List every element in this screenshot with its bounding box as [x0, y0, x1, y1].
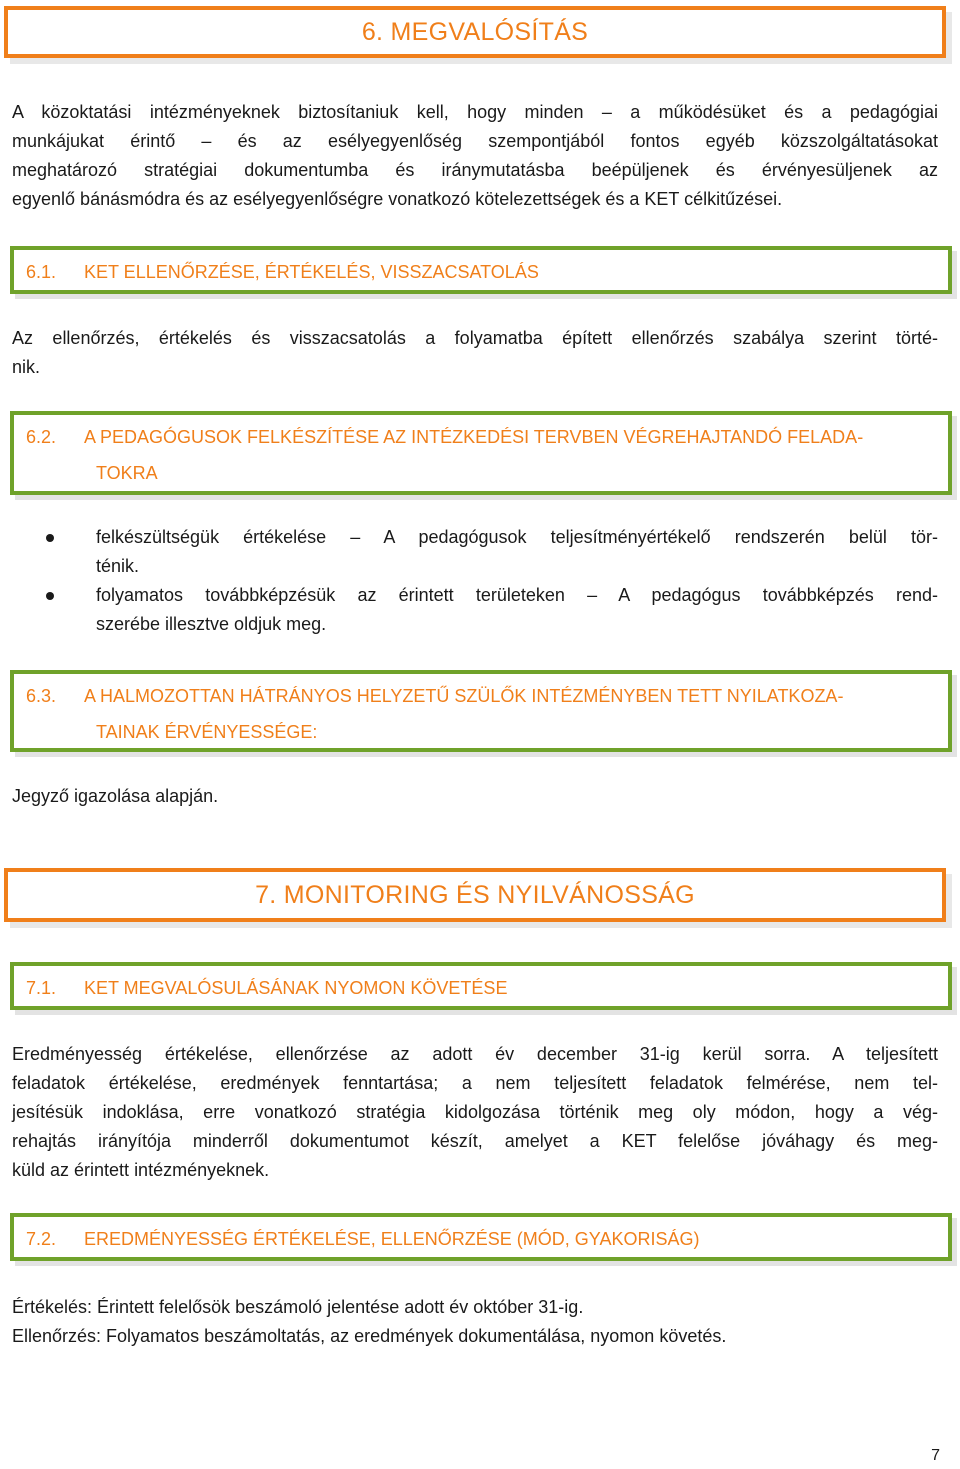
text-line: Az ellenőrzés, értékelés és visszacsatolás a folyamatba épített ellenőrzés szabálya szerint törté-	[12, 328, 938, 348]
chapter-title: 6. MEGVALÓSÍTÁS	[361, 17, 589, 46]
bullet-icon	[46, 592, 54, 600]
page-number: 7	[931, 1447, 940, 1464]
text-line: Eredményesség értékelése, ellenőrzése az adott év december 31-ig kerül sorra. A teljesített	[12, 1044, 938, 1064]
section-number: 7.1.	[26, 978, 57, 998]
bullet-icon	[46, 534, 54, 542]
text-line: felkészültségük értékelése – A pedagógusok teljesítményértékelő rendszerén belül tör-	[96, 527, 938, 547]
text-line: folyamatos továbbképzésük az érintett területeken – A pedagógus továbbképzés rend-	[96, 585, 938, 605]
section-heading-7-2	[10, 1213, 952, 1261]
chapter-title: 7. MONITORING ÉS NYILVÁNOSSÁG	[255, 880, 695, 909]
section-number: 7.2.	[26, 1229, 57, 1249]
section-heading-6-3	[10, 670, 952, 752]
section-title: KET MEGVALÓSULÁSÁNAK NYOMON KÖVETÉSE	[84, 978, 508, 998]
text-line: nik.	[12, 357, 41, 377]
section-title: A PEDAGÓGUSOK FELKÉSZÍTÉSE AZ INTÉZKEDÉSI TERVBEN VÉGREHAJTANDÓ FELADA-	[84, 427, 864, 447]
section-heading-7-1	[10, 962, 952, 1010]
text-line: A közoktatási intézményeknek biztosítaniuk kell, hogy minden – a működésüket és a pedagógiai	[12, 102, 938, 122]
section-number: 6.1.	[26, 262, 57, 282]
list-item	[12, 523, 938, 581]
text-line: ténik.	[96, 556, 140, 576]
text-line: egyenlő bánásmódra és az esélyegyenlőségre vonatkozó kötelezettségek és a KET célkitűzései.	[12, 189, 783, 209]
text-line: jesítésük indoklása, erre vonatkozó stratégia kidolgozása történik meg oly módon, hogy a vég-	[12, 1102, 938, 1122]
section-title: EREDMÉNYESSÉG ÉRTÉKELÉSE, ELLENŐRZÉSE (MÓD, GYAKORISÁG)	[84, 1229, 700, 1249]
text-line: Ellenőrzés: Folyamatos beszámoltatás, az eredmények dokumentálása, nyomon követés.	[12, 1326, 727, 1346]
intro-paragraph	[12, 98, 938, 214]
section-title: KET ELLENŐRZÉSE, ÉRTÉKELÉS, VISSZACSATOLÁS	[84, 262, 539, 282]
text-line: Értékelés: Érintett felelősök beszámoló jelentése adott év október 31-ig.	[12, 1297, 584, 1317]
section-number: 6.2.	[26, 427, 57, 447]
text-line: rehajtás irányítója minderről dokumentumot készít, amelyet a KET felelőse jóváhagy és meg-	[12, 1131, 938, 1151]
text-line: feladatok értékelése, eredmények fenntartása; a nem teljesített feladatok felmérése, nem tel-	[12, 1073, 938, 1093]
section-title-continuation: TAINAK ÉRVÉNYESSÉGE:	[96, 722, 318, 742]
section-heading-6-1	[10, 246, 952, 294]
paragraph-6-3	[12, 782, 938, 811]
chapter-heading-7	[4, 868, 946, 922]
chapter-heading-6	[4, 6, 946, 58]
text-line: szerébe illesztve oldjuk meg.	[96, 614, 327, 634]
text-line: Jegyző igazolása alapján.	[12, 786, 219, 806]
section-title-continuation: TOKRA	[96, 463, 158, 483]
text-line: küld az érintett intézményeknek.	[12, 1160, 270, 1180]
section-number: 6.3.	[26, 686, 57, 706]
bullet-list	[12, 523, 938, 639]
list-item	[12, 581, 938, 639]
paragraph-6-1	[12, 324, 938, 382]
section-title: A HALMOZOTTAN HÁTRÁNYOS HELYZETŰ SZÜLŐK INTÉZMÉNYBEN TETT NYILATKOZA-	[84, 686, 844, 706]
section-heading-6-2	[10, 411, 952, 495]
text-line: munkájukat érintő – és az esélyegyenlőség szempontjából fontos egyéb közszolgáltatásokat	[12, 131, 938, 151]
paragraph-7-1	[12, 1040, 938, 1185]
paragraph-7-2	[12, 1293, 938, 1351]
text-line: meghatározó stratégiai dokumentumba és iránymutatásba beépüljenek és érvényesüljenek az	[12, 160, 938, 180]
